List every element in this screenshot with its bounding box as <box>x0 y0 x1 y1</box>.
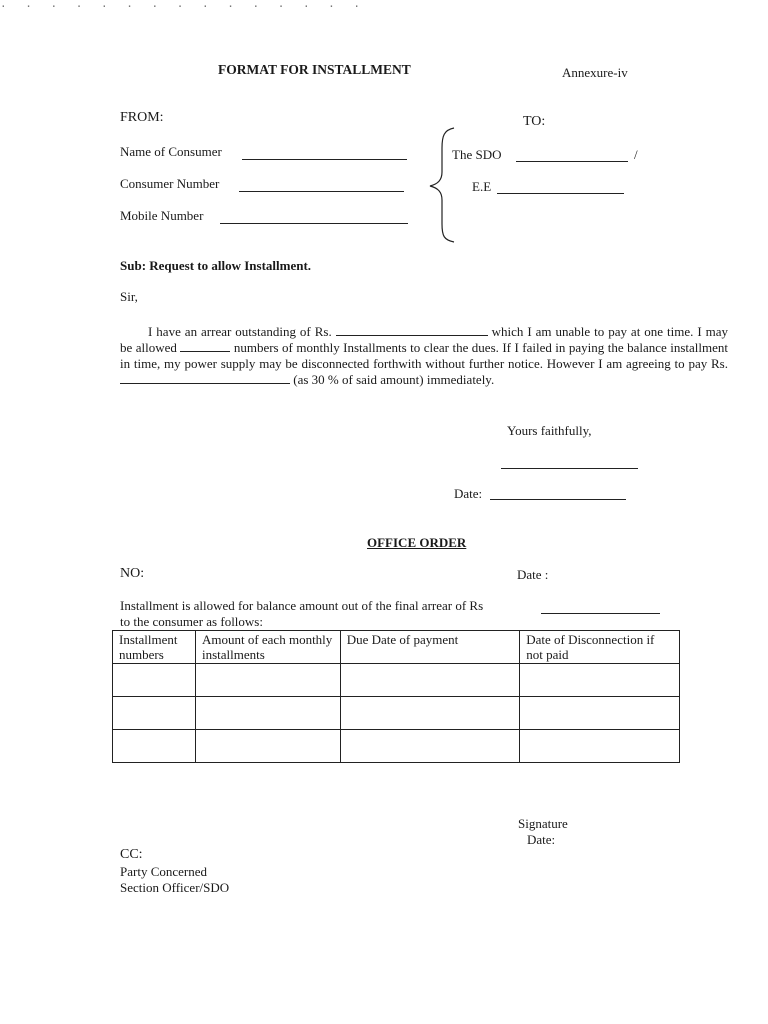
body-text-2: which I am unable to pay at one time. I may be allowed <box>120 324 729 355</box>
subject-line: Sub: Request to allow Installment. <box>120 258 312 273</box>
to-label: TO: <box>523 114 546 129</box>
installment-count-field[interactable] <box>180 340 230 352</box>
mobile-number-label: Mobile Number <box>120 208 204 223</box>
order-statement-1: Installment is allowed for balance amount out of the final arrear of Rs <box>120 598 484 613</box>
table-cell[interactable] <box>113 664 196 697</box>
letter-date-label: Date: <box>454 486 483 501</box>
cc-label: CC: <box>120 847 143 862</box>
ee-label: E.E <box>472 179 492 194</box>
office-order-title: OFFICE ORDER <box>367 535 467 550</box>
curly-brace-icon <box>426 126 458 244</box>
table-cell[interactable] <box>520 730 680 763</box>
letter-date-field[interactable] <box>490 499 626 500</box>
table-cell[interactable] <box>340 730 520 763</box>
table-row <box>113 730 680 763</box>
table-cell[interactable] <box>340 697 520 730</box>
sdo-field[interactable] <box>516 161 628 162</box>
table-cell[interactable] <box>195 664 340 697</box>
table-cell[interactable] <box>113 697 196 730</box>
sdo-separator: / <box>634 147 638 162</box>
final-arrear-field[interactable] <box>541 613 660 614</box>
table-cell[interactable] <box>195 697 340 730</box>
column-header: Due Date of payment <box>340 631 520 664</box>
consumer-number-field[interactable] <box>239 191 404 192</box>
body-text-1: I have an arrear outstanding of Rs. <box>148 324 332 339</box>
table-row <box>113 664 680 697</box>
order-signature-date-label: Date: <box>527 832 556 847</box>
column-header: Installment numbers <box>113 631 196 664</box>
table-cell[interactable] <box>113 730 196 763</box>
closing-text: Yours faithfully, <box>507 423 592 438</box>
consumer-name-field[interactable] <box>242 159 407 160</box>
scan-artifact-strip: · · · · · · · · · · · · · · · <box>0 0 367 12</box>
installment-table <box>112 630 680 763</box>
cc-item-section-officer: Section Officer/SDO <box>120 880 230 895</box>
upfront-amount-field[interactable] <box>120 372 290 384</box>
signature-line[interactable] <box>501 468 638 469</box>
salutation: Sir, <box>120 289 138 304</box>
annexure-label: Annexure-iv <box>562 65 628 80</box>
from-label: FROM: <box>120 110 164 125</box>
order-signature-label: Signature <box>518 816 568 831</box>
table-cell[interactable] <box>340 664 520 697</box>
table-header-row <box>113 631 680 664</box>
table-cell[interactable] <box>520 664 680 697</box>
mobile-number-field[interactable] <box>220 223 408 224</box>
cc-item-party: Party Concerned <box>120 864 208 879</box>
column-header: Amount of each monthly installments <box>195 631 340 664</box>
arrear-amount-field[interactable] <box>336 324 488 336</box>
table-row <box>113 697 680 730</box>
ee-field[interactable] <box>497 193 624 194</box>
order-date-label: Date : <box>517 567 549 582</box>
table-cell[interactable] <box>195 730 340 763</box>
order-statement-2: to the consumer as follows: <box>120 614 263 629</box>
form-title: FORMAT FOR INSTALLMENT <box>218 62 411 77</box>
body-text-3: numbers of monthly Installments to clear the dues. If I failed in paying the balance installment in time, my power supply may be disconnected forthwith without further notice. However I am agreeing to pay Rs. <box>120 340 729 371</box>
consumer-number-label: Consumer Number <box>120 176 220 191</box>
order-no-label: NO: <box>120 566 145 581</box>
consumer-name-label: Name of Consumer <box>120 144 222 159</box>
table-cell[interactable] <box>520 697 680 730</box>
body-text-4: (as 30 % of said amount) immediately. <box>293 372 495 387</box>
letter-body <box>120 324 728 388</box>
column-header: Date of Disconnection if not paid <box>520 631 680 664</box>
sdo-label: The SDO <box>452 147 502 162</box>
